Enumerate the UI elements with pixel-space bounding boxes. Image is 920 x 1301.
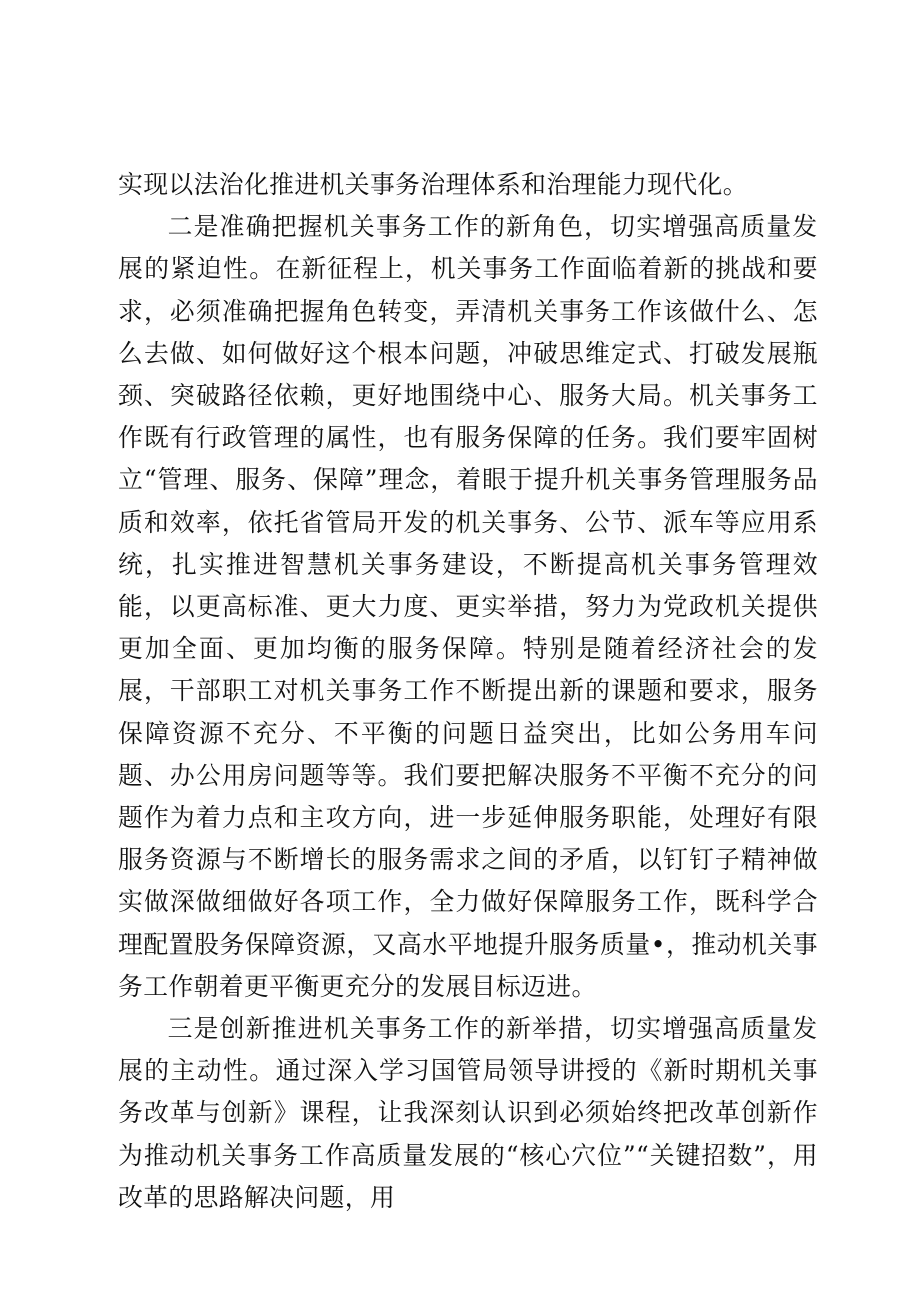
paragraph-body: 实现以法治化推进机关事务治理体系和治理能力现代化。 — [118, 170, 748, 199]
paragraph-lead: 二是准确把握机关事务工作的新角色，切实增强高质量发展的紧迫性。 — [118, 212, 818, 284]
paragraph-lead: 三是创新推进机关事务工作的新举措，切实增强高质量发展的主动性。 — [118, 1014, 818, 1086]
paragraph-point-two — [118, 206, 818, 1008]
document-body — [118, 164, 818, 1219]
paragraph-body: 通过深入学习国管局领导讲授的《新时期机关事务改革与创新》课程，让我深刻认识到必须始终把改革创新作为推动机关事务工作高质量发展的“核心穴位”“关键招数”，用改革的思路解决问题，用 — [118, 1056, 818, 1212]
paragraph-point-three — [118, 1008, 818, 1219]
paragraph-continuation — [118, 164, 818, 206]
paragraph-body: 在新征程上，机关事务工作面临着新的挑战和要求，必须准确把握角色转变，弄清机关事务工作该做什么、怎么去做、如何做好这个根本问题，冲破思维定式、打破发展瓶颈、突破路径依赖，更好地围绕中心、服务大局。机关事务工作既有行政管理的属性，也有服务保障的任务。我们要牢固树立“管理、服务、保障”理念，着眼于提升机关事务管理服务品质和效率，依托省管局开发的机关事务、公节、派车等应用系统，扎实推进智慧机关事务建设，不断提高机关事务管理效能，以更高标准、更大力度、更实举措，努力为党政机关提供更加全面、更加均衡的服务保障。特别是随着经济社会的发展，干部职工对机关事务工作不断提出新的课题和要求，服务保障资源不充分、不平衡的问题日益突出，比如公务用车问题、办公用房问题等等。我们要把解决服务不平衡不充分的问题作为着力点和主攻方向，进一步延伸服务职能，处理好有限服务资源与不断增长的服务需求之间的矛盾，以钉钉子精神做实做深做细做好各项工作，全力做好保障服务工作，既科学合理配置股务保障资源，又高水平地提升服务质量•，推动机关事务工作朝着更平衡更充分的发展目标迈进。 — [118, 254, 818, 1001]
